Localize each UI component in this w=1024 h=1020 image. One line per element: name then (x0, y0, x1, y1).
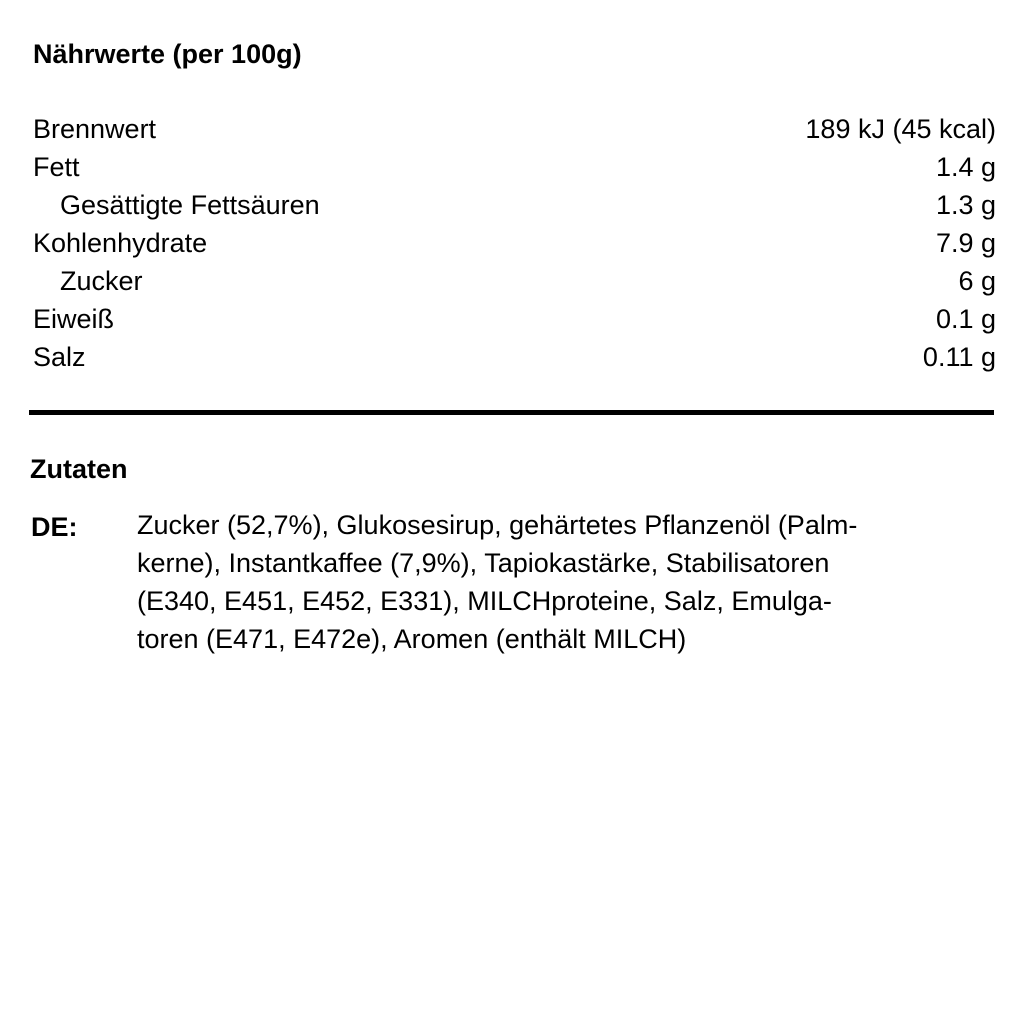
nutrient-row-fat (33, 148, 996, 186)
nutrient-value: 0.11 g (922, 342, 996, 372)
nutrient-value: 0.1 g (935, 304, 996, 334)
nutrient-row-salt (33, 338, 996, 376)
nutrient-name: Gesättigte Fettsäuren (60, 190, 320, 220)
section-divider (29, 410, 994, 415)
nutrient-name: Zucker (60, 266, 143, 296)
nutrient-value: 1.4 g (935, 152, 996, 182)
ingredients-line: Zucker (52,7%), Glukosesirup, gehärtetes Pflanzenöl (Palm- (137, 510, 858, 540)
nutrient-value: 189 kJ (45 kcal) (805, 114, 996, 144)
nutrient-row-saturated-fat (33, 186, 996, 224)
language-label: DE: (31, 512, 78, 542)
nutrition-table (33, 110, 996, 376)
nutrient-value: 7.9 g (935, 228, 996, 258)
nutrient-row-protein (33, 300, 996, 338)
nutrient-value: 1.3 g (935, 190, 996, 220)
nutrient-name: Brennwert (33, 114, 157, 144)
nutrient-name: Salz (33, 342, 86, 372)
ingredients-line: (E340, E451, E452, E331), MILCHproteine, Salz, Emulga- (137, 586, 832, 616)
nutrient-value: 6 g (958, 266, 996, 296)
nutrient-row-energy (33, 110, 996, 148)
nutrient-name: Eiweiß (33, 304, 115, 334)
nutrient-name: Kohlenhydrate (33, 228, 208, 258)
nutrient-row-sugar (33, 262, 996, 300)
nutrient-row-carbohydrates (33, 224, 996, 262)
ingredients-text (137, 506, 857, 658)
nutrition-title: Nährwerte (per 100g) (33, 39, 302, 69)
nutrient-name: Fett (33, 152, 80, 182)
ingredients-title: Zutaten (30, 454, 128, 484)
ingredients-line: kerne), Instantkaffee (7,9%), Tapiokastärke, Stabilisatoren (137, 548, 830, 578)
ingredients-line: toren (E471, E472e), Aromen (enthält MILCH) (137, 624, 687, 654)
